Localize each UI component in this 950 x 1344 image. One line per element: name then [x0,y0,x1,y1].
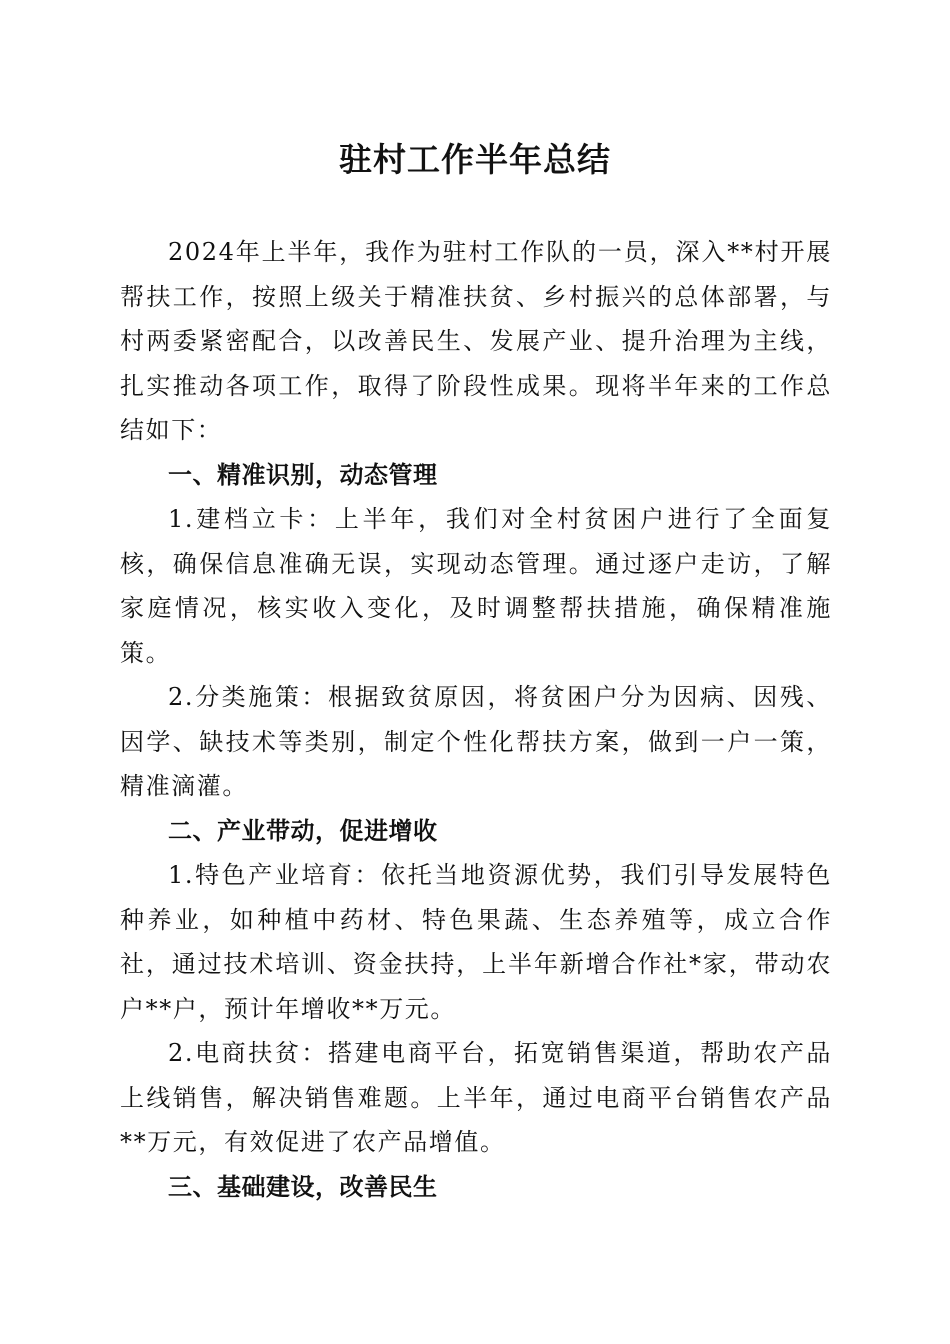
section-heading-3: 三、基础建设，改善民生 [168,1172,438,1201]
section-heading-1: 一、精准识别，动态管理 [168,460,438,489]
section-2-paragraph-2: 2.电商扶贫：搭建电商平台，拓宽销售渠道，帮助农产品上线销售，解决销售难题。上半年，通过电商平台销售农产品**万元，有效促进了农产品增值。 [120,1039,832,1156]
document-title: 驻村工作半年总结 [339,140,611,179]
document-body [120,230,832,1209]
section-heading-2: 二、产业带动，促进增收 [168,816,438,845]
section-1-paragraph-2: 2.分类施策：根据致贫原因，将贫困户分为因病、因残、因学、缺技术等类别，制定个性化帮扶方案，做到一户一策，精准滴灌。 [120,683,832,800]
section-1-paragraph-1: 1.建档立卡：上半年，我们对全村贫困户进行了全面复核，确保信息准确无误，实现动态管理。通过逐户走访，了解家庭情况，核实收入变化，及时调整帮扶措施，确保精准施策。 [120,505,832,667]
section-2-paragraph-1: 1.特色产业培育：依托当地资源优势，我们引导发展特色种养业，如种植中药材、特色果蔬、生态养殖等，成立合作社，通过技术培训、资金扶持，上半年新增合作社*家，带动农户**户，预计年增收**万元。 [120,861,832,1023]
intro-paragraph: 2024年上半年，我作为驻村工作队的一员，深入**村开展帮扶工作，按照上级关于精准扶贫、乡村振兴的总体部署，与村两委紧密配合，以改善民生、发展产业、提升治理为主线，扎实推动各项工作，取得了阶段性成果。现将半年来的工作总结如下： [120,238,832,444]
